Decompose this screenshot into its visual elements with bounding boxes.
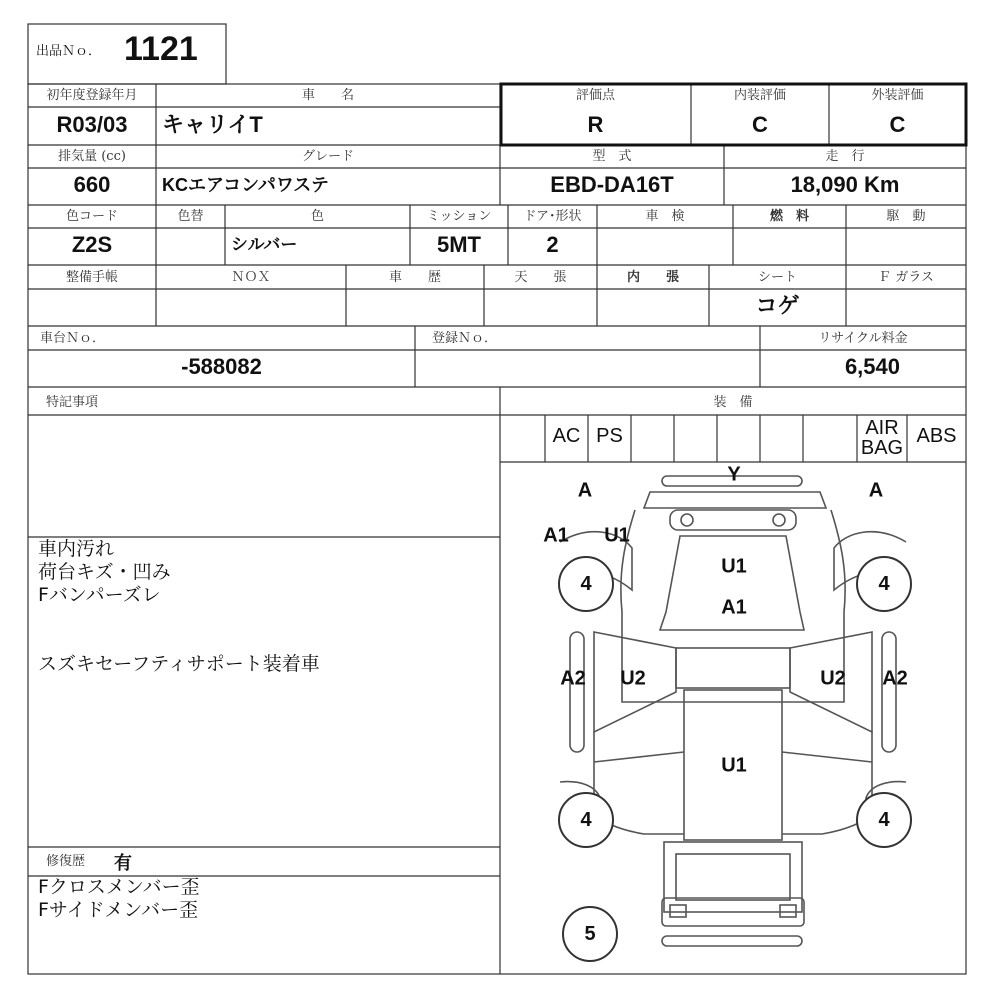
- fuel-label: 燃 料: [769, 209, 809, 224]
- mark-left-u2: U2: [620, 667, 646, 690]
- equipment-item: AC: [552, 425, 581, 447]
- grade-label: グレード: [301, 149, 354, 164]
- color-label: 色: [310, 209, 324, 224]
- notes-text: 車内汚れ 荷台キズ・凹み Fバンパーズレ スズキセーフティサポート装着車: [38, 538, 320, 675]
- displacement-label: 排気量 (cc): [58, 149, 126, 164]
- equipment-label: 装 備: [713, 395, 753, 410]
- mark-front-left: A: [577, 479, 593, 502]
- history-label: 車 歴: [388, 270, 441, 285]
- repair-text: Fクロスメンバー歪 Fサイドメンバー歪: [38, 876, 200, 921]
- color-code-label: 色コード: [65, 209, 118, 224]
- registration-label: 登録Ｎｏ．: [432, 331, 498, 346]
- repair-value: 有: [114, 853, 132, 874]
- door-label: ドア･形状: [523, 209, 582, 224]
- interior-value: C: [752, 112, 768, 137]
- displacement-value: 660: [73, 172, 111, 197]
- mark-right-a2: A2: [882, 667, 908, 690]
- score-value: R: [587, 112, 604, 137]
- interior-label: 内装評価: [733, 88, 786, 103]
- equipment-item: [803, 416, 857, 460]
- recycle-label: リサイクル料金: [818, 331, 908, 346]
- equipment-item-abs: ABS: [916, 425, 957, 447]
- f-glass-label: Ｆ ガラス: [878, 270, 934, 285]
- first-reg-label: 初年度登録年月: [46, 88, 138, 103]
- equipment-item: [760, 416, 803, 460]
- mark-windshield-a1: A1: [721, 596, 747, 619]
- mission-label: ミッション: [426, 209, 492, 224]
- car-name-label: 車 名: [301, 88, 354, 103]
- grade-value: KCエアコンパワステ: [162, 175, 329, 195]
- mark-front-right: A: [868, 479, 884, 502]
- model-label: 型 式: [592, 149, 632, 164]
- seat-value: コゲ: [755, 293, 800, 318]
- nox-label: ＮＯＸ: [231, 270, 271, 285]
- color-value: シルバー: [231, 235, 298, 254]
- mark-left-u1: U1: [604, 524, 630, 547]
- tire-spare: 5: [562, 906, 618, 962]
- lot-number-cell: [28, 24, 226, 84]
- mark-bed-u1: U1: [721, 754, 747, 777]
- door-value: 2: [546, 232, 559, 257]
- notes-label: 特記事項: [46, 395, 99, 410]
- interior-trim-label: 内 張: [626, 270, 679, 285]
- service-book-label: 整備手帳: [65, 270, 118, 285]
- tire-rear-left: 4: [558, 792, 614, 848]
- drive-label: 駆 動: [886, 209, 926, 224]
- equipment-item: [717, 416, 760, 460]
- mileage-value: 18,090 Km: [790, 172, 900, 197]
- mark-windshield-u1: U1: [721, 555, 747, 578]
- vehicle-diagram: [500, 462, 966, 974]
- exterior-label: 外装評価: [871, 88, 924, 103]
- mark-right-u2: U2: [820, 667, 846, 690]
- mileage-label: 走 行: [825, 149, 865, 164]
- lot-number: 1121: [124, 30, 198, 68]
- model-value: EBD-DA16T: [550, 172, 674, 197]
- mark-top-center: Y: [727, 463, 741, 486]
- equipment-item: PS: [596, 425, 623, 447]
- chassis-value: -588082: [181, 354, 262, 379]
- repair-label: 修復歴: [46, 854, 86, 869]
- equipment-item-airbag: AIR BAG: [860, 417, 904, 459]
- mission-value: 5MT: [437, 232, 481, 257]
- equipment-item: [674, 416, 717, 460]
- score-label: 評価点: [575, 88, 615, 103]
- mark-left-a2: A2: [560, 667, 586, 690]
- first-reg-value: R03/03: [56, 112, 128, 137]
- mark-left-a1: A1: [543, 524, 569, 547]
- inspection-label: 車 検: [645, 209, 685, 224]
- car-name-value: キャリイT: [162, 112, 263, 137]
- chassis-label: 車台Ｎｏ．: [40, 331, 106, 346]
- equipment-item: [631, 416, 674, 460]
- lot-label: 出品Ｎｏ．: [36, 44, 102, 59]
- tire-front-left: 4: [558, 556, 614, 612]
- tire-rear-right: 4: [856, 792, 912, 848]
- tire-front-right: 4: [856, 556, 912, 612]
- ceiling-label: 天 張: [514, 270, 567, 285]
- color-change-label: 色替: [177, 209, 204, 224]
- exterior-value: C: [889, 112, 906, 137]
- recycle-value: 6,540: [844, 354, 900, 379]
- seat-label: シート: [757, 270, 797, 285]
- equipment-item: [500, 416, 545, 460]
- color-code-value: Z2S: [71, 232, 113, 257]
